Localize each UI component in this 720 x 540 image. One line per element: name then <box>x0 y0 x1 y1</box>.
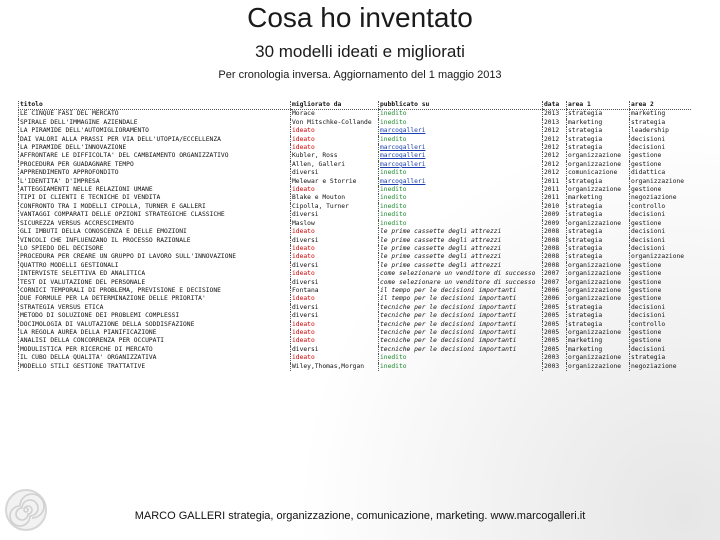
cell-area1: strategia <box>567 211 630 219</box>
cell-title: DUE FORMULE PER LA DETERMINAZIONE DELLE PRIORITA' <box>19 295 291 303</box>
cell-area1: strategia <box>567 304 630 312</box>
page-title: Cosa ho inventato <box>247 2 473 33</box>
cell-title: TIPI DI CLIENTI E TECNICHE DI VENDITA <box>19 194 291 202</box>
cell-title: STRATEGIA VERSUS ETICA <box>19 304 291 312</box>
cell-from: ideato <box>291 354 379 362</box>
cell-title: L'IDENTITA' D'IMPRESA <box>19 178 291 186</box>
cell-from: ideato <box>291 144 379 152</box>
cell-date: 2006 <box>543 287 567 295</box>
cell-title: DAI VALORI ALLA PRASSI PER VIA DELL'UTOPIA/ECCELLENZA <box>19 136 291 144</box>
page-subtitle: 30 modelli ideati e migliorati <box>255 42 465 61</box>
table-row <box>19 287 691 295</box>
table-row <box>19 337 691 345</box>
cell-area1: strategia <box>567 245 630 253</box>
cell-from: Von Mitschke-Collande <box>291 119 379 127</box>
cell-from: ideato <box>291 321 379 329</box>
cell-title: GLI IMBUTI DELLA CONOSCENZA E DELLE EMOZIONI <box>19 228 291 236</box>
cell-date: 2012 <box>543 152 567 160</box>
cell-date: 2008 <box>543 253 567 261</box>
cell-date: 2005 <box>543 312 567 320</box>
cell-pub[interactable]: marcogalleri <box>379 178 543 186</box>
cell-date: 2010 <box>543 203 567 211</box>
table-row <box>19 152 691 160</box>
cell-date: 2012 <box>543 144 567 152</box>
models-table-wrap <box>18 101 690 371</box>
cell-pub[interactable]: marcogalleri <box>379 161 543 169</box>
cell-date: 2005 <box>543 304 567 312</box>
column-header-title: titolo <box>19 101 291 110</box>
column-header-from: migliorato da <box>291 101 379 110</box>
cell-from: diversi <box>291 312 379 320</box>
table-row <box>19 220 691 228</box>
cell-date: 2005 <box>543 321 567 329</box>
cell-date: 2008 <box>543 245 567 253</box>
table-row <box>19 312 691 320</box>
cell-area1: organizzazione <box>567 186 630 194</box>
cell-area2: controllo <box>630 321 691 329</box>
cell-area1: strategia <box>567 110 630 119</box>
cell-area2: decisioni <box>630 245 691 253</box>
cell-area2: negoziazione <box>630 194 691 202</box>
cell-area2: gestione <box>630 186 691 194</box>
cell-date: 2008 <box>543 237 567 245</box>
cell-date: 2007 <box>543 270 567 278</box>
table-row <box>19 127 691 135</box>
cell-title: AFFRONTARE LE DIFFICOLTA' DEL CAMBIAMENTO ORGANIZZATIVO <box>19 152 291 160</box>
table-row <box>19 194 691 202</box>
cell-pub: le prime cassette degli attrezzi <box>379 228 543 236</box>
cell-from: ideato <box>291 270 379 278</box>
cell-area2: gestione <box>630 329 691 337</box>
cell-area2: negoziazione <box>630 363 691 371</box>
cell-area1: strategia <box>567 178 630 186</box>
footer-text: MARCO GALLERI strategia, organizzazione, comunicazione, marketing. www.marcogalleri.it <box>134 510 586 522</box>
table-row <box>19 136 691 144</box>
cell-title: ATTEGGIAMENTI NELLE RELAZIONI UMANE <box>19 186 291 194</box>
cell-pub[interactable]: marcogalleri <box>379 152 543 160</box>
cell-area2: organizzazione <box>630 253 691 261</box>
cell-area2: decisioni <box>630 237 691 245</box>
cell-title: VANTAGGI COMPARATI DELLE OPZIONI STRATEGICHE CLASSICHE <box>19 211 291 219</box>
cell-title: VINCOLI CHE INFLUENZANO IL PROCESSO RAZIONALE <box>19 237 291 245</box>
cell-area1: organizzazione <box>567 329 630 337</box>
cell-pub: inedito <box>379 211 543 219</box>
table-row <box>19 203 691 211</box>
table-row <box>19 110 691 119</box>
cell-from: Melewar e Storrie <box>291 178 379 186</box>
cell-date: 2012 <box>543 127 567 135</box>
cell-area1: organizzazione <box>567 262 630 270</box>
cell-area2: gestione <box>630 220 691 228</box>
cell-pub: il tempo per le decisioni importanti <box>379 287 543 295</box>
cell-area2: gestione <box>630 279 691 287</box>
table-row <box>19 270 691 278</box>
cell-pub: inedito <box>379 186 543 194</box>
cell-date: 2013 <box>543 119 567 127</box>
cell-pub: inedito <box>379 203 543 211</box>
cell-area2: gestione <box>630 270 691 278</box>
cell-pub: le prime cassette degli attrezzi <box>379 262 543 270</box>
cell-title: MODULISTICA PER RICERCHE DI MERCATO <box>19 346 291 354</box>
cell-date: 2009 <box>543 220 567 228</box>
cell-date: 2008 <box>543 228 567 236</box>
cell-from: ideato <box>291 329 379 337</box>
table-row <box>19 295 691 303</box>
cell-area2: gestione <box>630 295 691 303</box>
cell-area2: controllo <box>630 203 691 211</box>
cell-title: LE CINQUE FASI DEL MERCATO <box>19 110 291 119</box>
cell-area1: organizzazione <box>567 270 630 278</box>
cell-from: ideato <box>291 228 379 236</box>
cell-title: APPRENDIMENTO APPROFONDITO <box>19 169 291 177</box>
cell-area1: strategia <box>567 203 630 211</box>
cell-title: SICUREZZA VERSUS ACCRESCIMENTO <box>19 220 291 228</box>
cell-title: LA REGOLA AUREA DELLA PIANIFICAZIONE <box>19 329 291 337</box>
table-row <box>19 321 691 329</box>
cell-area2: marketing <box>630 110 691 119</box>
cell-pub: inedito <box>379 110 543 119</box>
cell-title: PROCEDURA PER GUADAGNARE TEMPO <box>19 161 291 169</box>
cell-date: 2003 <box>543 363 567 371</box>
table-row <box>19 178 691 186</box>
cell-area1: organizzazione <box>567 354 630 362</box>
cell-from: diversi <box>291 169 379 177</box>
cell-from: Wiley,Thomas,Morgan <box>291 363 379 371</box>
cell-date: 2011 <box>543 178 567 186</box>
cell-from: diversi <box>291 346 379 354</box>
cell-area2: gestione <box>630 262 691 270</box>
cell-date: 2005 <box>543 329 567 337</box>
cell-area1: strategia <box>567 136 630 144</box>
table-row <box>19 329 691 337</box>
cell-date: 2006 <box>543 295 567 303</box>
cell-pub: le prime cassette degli attrezzi <box>379 237 543 245</box>
cell-area2: decisioni <box>630 312 691 320</box>
cell-area1: organizzazione <box>567 279 630 287</box>
cell-area1: strategia <box>567 312 630 320</box>
cell-area2: decisioni <box>630 136 691 144</box>
cell-area2: strategia <box>630 119 691 127</box>
cell-pub: come selezionare un venditore di successo <box>379 279 543 287</box>
table-row <box>19 253 691 261</box>
table-row <box>19 119 691 127</box>
cell-date: 2003 <box>543 354 567 362</box>
cell-date: 2012 <box>543 136 567 144</box>
cell-area1: strategia <box>567 144 630 152</box>
cell-area1: strategia <box>567 321 630 329</box>
cell-pub: come selezionare un venditore di successo <box>379 270 543 278</box>
cell-date: 2008 <box>543 262 567 270</box>
cell-from: Maslow <box>291 220 379 228</box>
table-row <box>19 262 691 270</box>
cell-title: LA PIRAMIDE DELL'AUTOMIGLIORAMENTO <box>19 127 291 135</box>
column-header-pub: pubblicato su <box>379 101 543 110</box>
cell-from: Cipolla, Turner <box>291 203 379 211</box>
models-table <box>18 101 691 371</box>
cell-area1: organizzazione <box>567 295 630 303</box>
cell-area2: gestione <box>630 287 691 295</box>
cell-from: Blake e Mouton <box>291 194 379 202</box>
cell-pub[interactable]: marcogalleri <box>379 127 543 135</box>
cell-pub: inedito <box>379 354 543 362</box>
cell-from: diversi <box>291 262 379 270</box>
cell-area1: strategia <box>567 253 630 261</box>
table-row <box>19 245 691 253</box>
table-row <box>19 186 691 194</box>
table-row <box>19 211 691 219</box>
cell-area1: comunicazione <box>567 169 630 177</box>
cell-area1: organizzazione <box>567 220 630 228</box>
cell-date: 2012 <box>543 161 567 169</box>
cell-date: 2012 <box>543 169 567 177</box>
cell-pub: tecniche per le decisioni importanti <box>379 346 543 354</box>
cell-area2: gestione <box>630 152 691 160</box>
table-header-row <box>19 101 691 110</box>
cell-title: SPIRALE DELL'IMMAGINE AZIENDALE <box>19 119 291 127</box>
cell-pub: il tempo per le decisioni importanti <box>379 295 543 303</box>
cell-pub: tecniche per le decisioni importanti <box>379 304 543 312</box>
table-row <box>19 363 691 371</box>
table-row <box>19 169 691 177</box>
cell-pub: inedito <box>379 136 543 144</box>
cell-title: METODO DI SOLUZIONE DEI PROBLEMI COMPLESSI <box>19 312 291 320</box>
cell-from: diversi <box>291 211 379 219</box>
cell-area1: marketing <box>567 194 630 202</box>
cell-from: ideato <box>291 337 379 345</box>
cell-from: ideato <box>291 295 379 303</box>
table-row <box>19 279 691 287</box>
cell-area2: decisioni <box>630 144 691 152</box>
cell-from: diversi <box>291 279 379 287</box>
column-header-date: data <box>543 101 567 110</box>
cell-pub: tecniche per le decisioni importanti <box>379 312 543 320</box>
cell-area1: strategia <box>567 228 630 236</box>
cell-title: TEST DI VALUTAZIONE DEL PERSONALE <box>19 279 291 287</box>
cell-title: ANALISI DELLA CONCORRENZA PER OCCUPATI <box>19 337 291 345</box>
cell-area1: strategia <box>567 237 630 245</box>
cell-area1: organizzazione <box>567 152 630 160</box>
cell-from: ideato <box>291 127 379 135</box>
cell-from: ideato <box>291 136 379 144</box>
cell-from: diversi <box>291 304 379 312</box>
table-row <box>19 304 691 312</box>
cell-title: LO SPIEDO DEL DECISORE <box>19 245 291 253</box>
cell-area2: decisioni <box>630 346 691 354</box>
cell-area2: leadership <box>630 127 691 135</box>
table-row <box>19 161 691 169</box>
cell-from: ideato <box>291 253 379 261</box>
cell-date: 2005 <box>543 337 567 345</box>
cell-from: Kubler, Ross <box>291 152 379 160</box>
cell-area1: strategia <box>567 127 630 135</box>
cell-date: 2011 <box>543 186 567 194</box>
cell-area1: organizzazione <box>567 363 630 371</box>
cell-area2: organizzazione <box>630 178 691 186</box>
cell-area2: didattica <box>630 169 691 177</box>
cell-date: 2005 <box>543 346 567 354</box>
cell-area1: organizzazione <box>567 161 630 169</box>
cell-from: Allen, Galleri <box>291 161 379 169</box>
cell-area2: decisioni <box>630 228 691 236</box>
table-row <box>19 237 691 245</box>
cell-pub[interactable]: marcogalleri <box>379 144 543 152</box>
cell-title: LA PIRAMIDE DELL'INNOVAZIONE <box>19 144 291 152</box>
cell-pub: tecniche per le decisioni importanti <box>379 337 543 345</box>
cell-pub: inedito <box>379 119 543 127</box>
table-row <box>19 354 691 362</box>
cell-pub: inedito <box>379 220 543 228</box>
cell-from: Fontana <box>291 287 379 295</box>
cell-from: ideato <box>291 245 379 253</box>
cell-area1: marketing <box>567 337 630 345</box>
cell-pub: inedito <box>379 169 543 177</box>
cell-area1: marketing <box>567 346 630 354</box>
cell-date: 2007 <box>543 279 567 287</box>
cell-from: ideato <box>291 186 379 194</box>
cell-pub: le prime cassette degli attrezzi <box>379 253 543 261</box>
cell-title: PROCEDURA PER CREARE UN GRUPPO DI LAVORO SULL'INNOVAZIONE <box>19 253 291 261</box>
cell-date: 2013 <box>543 110 567 119</box>
cell-title: MODELLO STILI GESTIONE TRATTATIVE <box>19 363 291 371</box>
cell-pub: le prime cassette degli attrezzi <box>379 245 543 253</box>
cell-title: INTERVISTE SELETTIVA ED ANALITICA <box>19 270 291 278</box>
cell-area1: organizzazione <box>567 287 630 295</box>
cell-title: DOCIMOLOGIA DI VALUTAZIONE DELLA SODDISFAZIONE <box>19 321 291 329</box>
cell-date: 2009 <box>543 211 567 219</box>
cell-title: CORNICI TEMPORALI DI PROBLEMA, PREVISIONE E DECISIONE <box>19 287 291 295</box>
cell-pub: inedito <box>379 363 543 371</box>
cell-area2: gestione <box>630 337 691 345</box>
cell-area2: strategia <box>630 354 691 362</box>
cell-from: Morace <box>291 110 379 119</box>
cell-pub: tecniche per le decisioni importanti <box>379 329 543 337</box>
table-row <box>19 228 691 236</box>
cell-date: 2011 <box>543 194 567 202</box>
page-caption: Per cronologia inversa. Aggiornamento del 1 maggio 2013 <box>218 69 502 81</box>
table-row <box>19 346 691 354</box>
table-body <box>19 110 691 371</box>
cell-pub: tecniche per le decisioni importanti <box>379 321 543 329</box>
table-row <box>19 144 691 152</box>
cell-area2: decisioni <box>630 211 691 219</box>
cell-from: diversi <box>291 237 379 245</box>
cell-title: CONFRONTO TRA I MODELLI CIPOLLA, TURNER E GALLERI <box>19 203 291 211</box>
cell-area2: decisioni <box>630 304 691 312</box>
cell-title: IL CUBO DELLA QUALITA' ORGANIZZATIVA <box>19 354 291 362</box>
cell-title: QUATTRO MODELLI GESTIONALI <box>19 262 291 270</box>
column-header-area2: area 2 <box>630 101 691 110</box>
cell-area1: marketing <box>567 119 630 127</box>
cell-pub: inedito <box>379 194 543 202</box>
cell-area2: gestione <box>630 161 691 169</box>
column-header-area1: area 1 <box>567 101 630 110</box>
